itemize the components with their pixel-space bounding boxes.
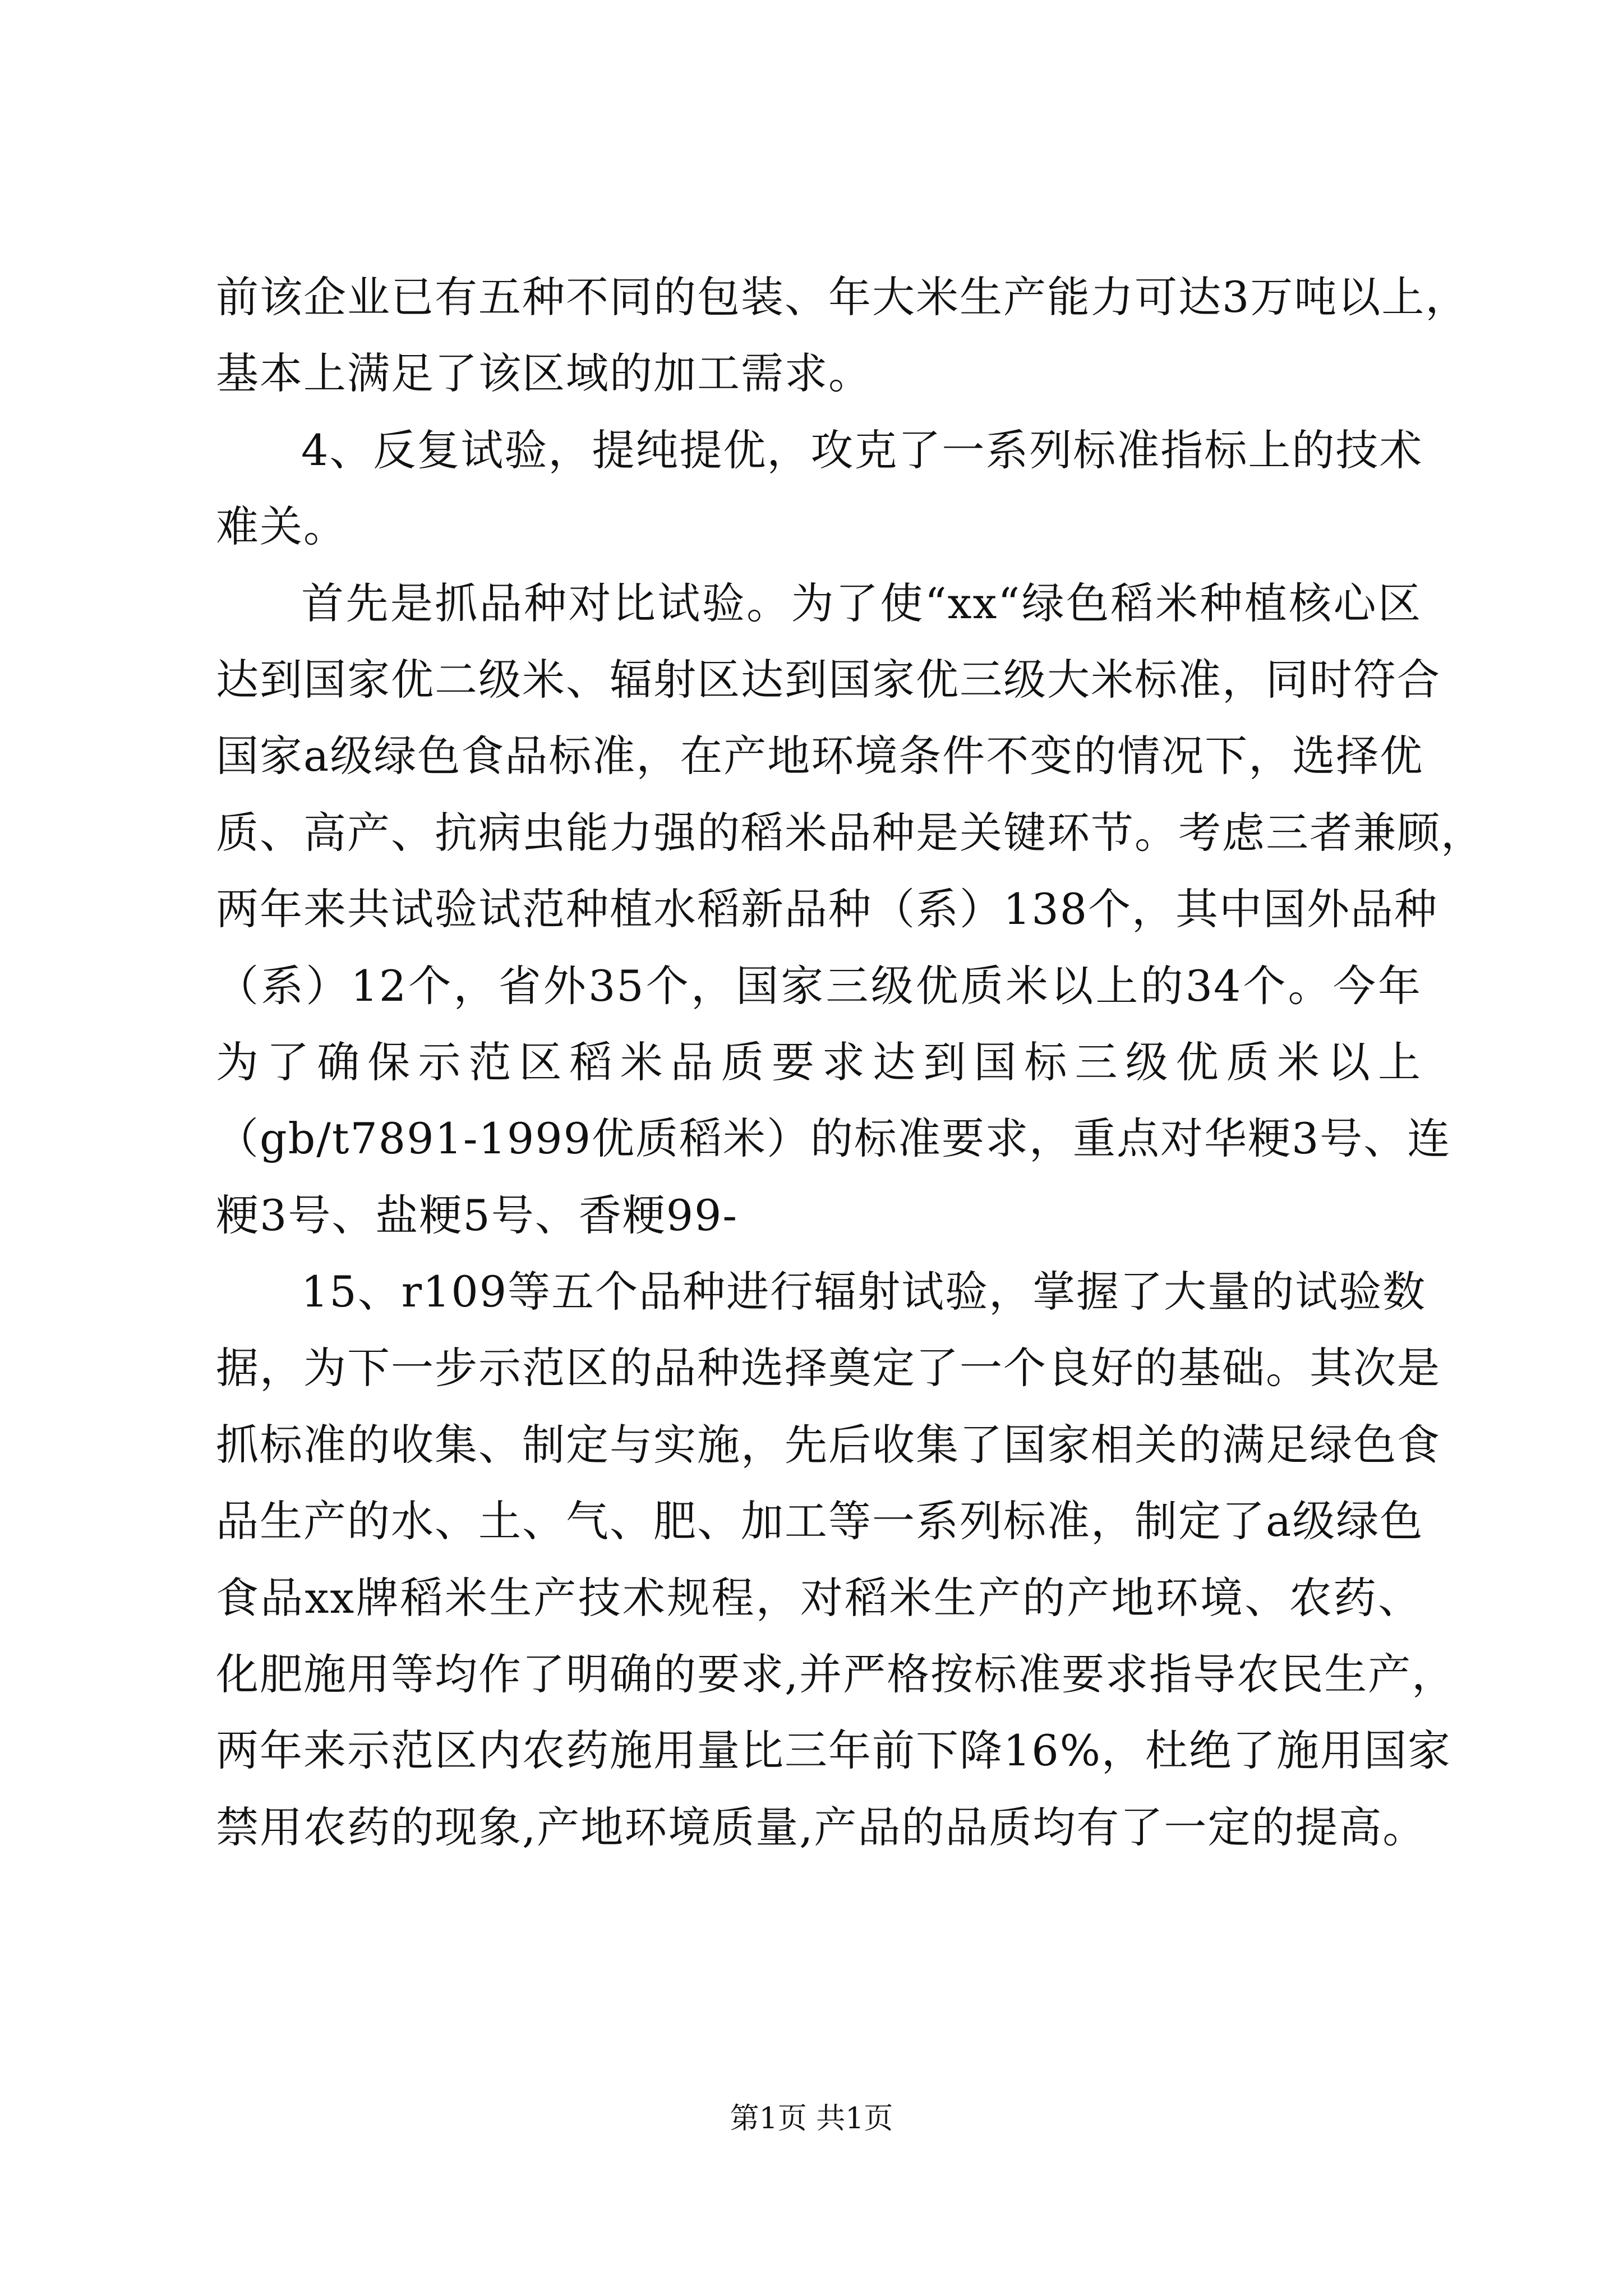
document-body [216,259,1484,1866]
text-line: 食品xx牌稻米生产技术规程，对稻米生产的产地环境、农药、 [216,1572,1422,1623]
text-line: 基本上满足了该区域的加工需求。 [216,348,872,399]
text-line: 禁用农药的现象,产地环境质量,产品的品质均有了一定的提高。 [216,1802,1427,1852]
text-line: 粳3号、盐粳5号、香粳99- [216,1190,739,1240]
text-line: 两年来共试验试范种植水稻新品种（系）138个，其中国外品种 [216,884,1438,935]
text-line: 达到国家优二级米、辐射区达到国家优三级大米标准，同时符合 [216,654,1441,705]
paragraph-start-line: 15、r109等五个品种进行辐射试验，掌握了大量的试验数 [301,1267,1427,1317]
text-line: 难关。 [216,501,347,552]
text-line: 国家a级绿色食品标准，在产地环境条件不变的情况下，选择优 [216,731,1424,781]
text-line: 据，为下一步示范区的品种选择奠定了一个良好的基础。其次是 [216,1343,1441,1393]
text-line: 前该企业已有五种不同的包装、年大米生产能力可达3万吨以上， [216,272,1469,322]
text-line: 品生产的水、土、气、肥、加工等一系列标准，制定了a级绿色 [216,1496,1424,1547]
text-line: 抓标准的收集、制定与实施，先后收集了国家相关的满足绿色食 [216,1419,1441,1470]
paragraph-start-line: 4、反复试验，提纯提优，攻克了一系列标准指标上的技术 [301,425,1423,475]
page-number-footer: 第1页 共1页 [730,2102,893,2136]
text-line: （gb/t7891-1999优质稻米）的标准要求，重点对华粳3号、连 [216,1114,1451,1164]
text-line: 为了确保示范区稻米品质要求达到国标三级优质米以上 [216,1037,1422,1087]
text-line: 化肥施用等均作了明确的要求,并严格按标准要求指导农民生产， [216,1649,1456,1700]
text-line: 两年来示范区内农药施用量比三年前下降16%，杜绝了施用国家 [216,1726,1451,1776]
text-line: （系）12个，省外35个，国家三级优质米以上的34个。今年 [216,960,1422,1011]
text-line: 质、高产、抗病虫能力强的稻米品种是关键环节。考虑三者兼顾， [216,807,1484,858]
paragraph-start-line: 首先是抓品种对比试验。为了使“xx“绿色稻米种植核心区 [301,578,1422,628]
